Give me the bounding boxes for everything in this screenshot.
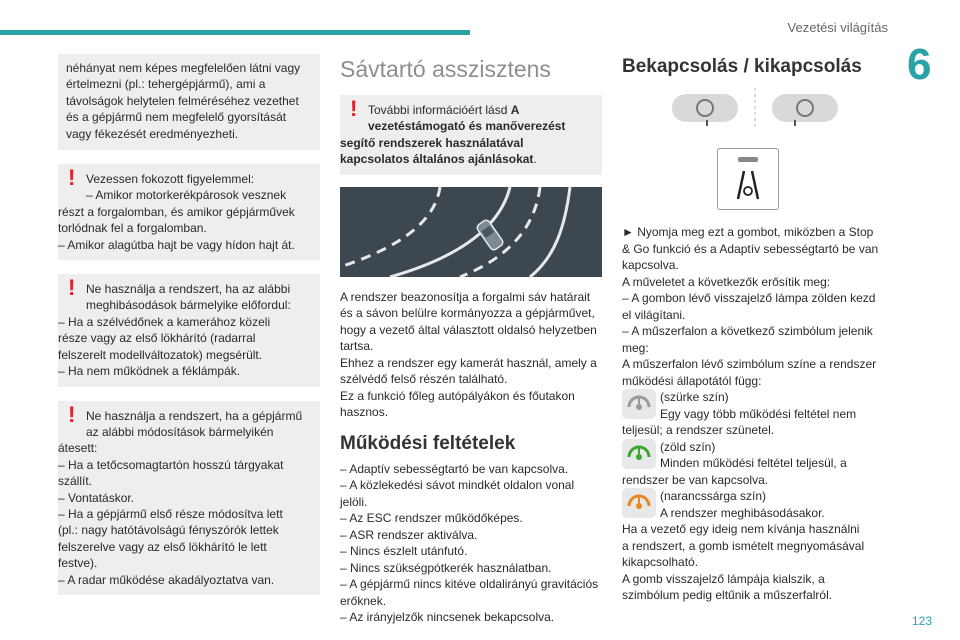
text-line: A rendszer beazonosítja a forgalmi sáv határait [340,289,591,304]
list-item: jelöli. [340,494,368,509]
text-line: Ha a vezető egy ideig nem kívánja használni [622,522,860,536]
text-line: (pl.: nagy hatótávolságú fényszórók lettek [58,523,279,538]
text-line: működési állapotától függ: [622,373,762,388]
text-line: vagy fékezését eredményezheti. [66,126,239,141]
text-line: & Go funkció és a Adaptív sebességtartó be van [622,241,879,256]
warning-icon: ! [68,165,76,191]
list-item: – Az irányjelzők nincsenek bekapcsolva. [340,610,555,625]
text-line: – Ha a szélvédőnek a kamerához közeli [58,314,271,329]
text-line: el világítani. [622,307,686,322]
warning-box [58,274,320,386]
list-item: – A gépjármű nincs kitéve oldalirányú gravitációs [340,577,599,592]
text-line: – A műszerfalon a következő szimbólum jelenik [622,324,873,338]
conditions-list [340,461,602,626]
status-color-name: (zöld szín) [660,439,716,454]
warning-icon: ! [350,96,358,121]
text-line: – Ha a gépjármű első része módosítva lett [58,506,283,521]
text-line: A gomb visszajelző lámpája kialszik, a [622,571,825,586]
text-line: részt a forgalomban, és amikor gépjárművek [58,204,295,219]
info-bold: segítő rendszerek használatával [340,135,524,150]
info-bold: A [510,103,520,117]
text-line: Ez a funkció főleg autópályákon és főutakon [340,388,575,403]
text-line: tartsa. [340,339,374,354]
column-middle [340,56,602,626]
info-end: . [533,152,537,167]
text-line: néhányat nem képes megfelelően látni vagy [66,61,301,75]
page-number: 123 [911,614,932,628]
info-bold: kapcsolatos általános ajánlásokat [340,152,534,167]
lane-symbol-green-icon [622,439,656,469]
text-line: A műveletet a következők erősítik meg: [622,274,831,289]
text-line: távolságok helytelen felméréséhez vezethet [66,93,299,108]
text-line: – Amikor motorkerékpárosok vesznek [86,188,287,203]
description [340,289,602,421]
text-line: ► Nyomja meg ezt a gombot, miközben a Stop [622,225,874,239]
text-line: és a sávon belülre kormányozza a gépjárművet, [340,306,595,321]
list-item: – Adaptív sebességtartó be van kapcsolva. [340,461,569,476]
text-line: és a gépjármű nem megfelelő gyorsítását [66,110,287,125]
column-right [622,56,884,604]
text-line: – Ha a tetőcsomagtartón hosszú tárgyakat [58,457,284,472]
info-box [340,95,602,175]
intro-box [58,54,320,150]
text-line: – Vontatáskor. [58,490,135,505]
status-text: A rendszer meghibásodásakor. [660,505,825,520]
warning-lead: Ne használja a rendszert, ha a gépjármű [86,408,303,423]
text-line: Ehhez a rendszer egy kamerát használ, amely a [340,355,597,370]
text-line: torlódnak fel a forgalomban. [58,221,207,236]
warning-lead: Vezessen fokozott figyelemmel: [86,172,255,187]
lane-keep-button-icon [717,148,779,210]
instructions [622,224,884,604]
text-line: hogy a vezető által választott oldalsó helyzetben [340,322,597,337]
text-line: értelmezni (pl.: tehergépjármű), ami a [66,77,266,92]
text-line: – Amikor alagútba hajt be vagy hídon hajt át. [58,237,295,252]
text-line: szállít. [58,474,93,489]
status-orange [622,488,884,521]
text-line: a rendszert, a gomb ismételt megnyomásával [622,538,865,553]
lane-illustration [340,187,602,277]
chapter-number: 6 [907,40,932,89]
lane-symbol-grey-icon [622,389,656,419]
warning-icon: ! [68,275,76,301]
list-item: – Nincs észlelt utánfutó. [340,544,468,559]
warning-icon: ! [68,401,76,427]
list-item: – ASR rendszer aktiválva. [340,527,478,542]
text-line: – A gombon lévő visszajelző lámpa zölden kezd [622,291,876,305]
text-line: kikapcsolható. [622,555,699,569]
text-line: A műszerfalon lévő szimbólum színe a rendszer [622,357,877,371]
text-line: meg: [622,340,649,355]
text-line: szimbólum pedig eltűnik a műszerfalról. [622,588,833,602]
info-lead: További információért lásd [368,103,508,117]
text-line: szélvédő felső részén található. [340,372,508,387]
warning-lead: az alábbi módosítások bármelyikén [86,424,274,439]
status-color-name: (narancssárga szín) [660,489,767,503]
text-line: átesett: [58,441,98,456]
warning-box [58,164,320,260]
text-line: része vagy az első lökhárító (radarral [58,331,256,346]
list-item: – A közlekedési sávot mindkét oldalon vonal [340,478,575,493]
warning-box [58,401,320,595]
warning-lead: meghibásodások bármelyike előfordul: [86,298,291,313]
text-line: festve). [58,556,98,571]
text-line: kapcsolva. [622,258,679,272]
status-text: Egy vagy több működési feltétel nem [660,406,857,421]
status-green [622,439,884,489]
section-heading: Sávtartó asszisztens [340,56,551,82]
list-item: erőknek. [340,593,387,608]
info-text [340,96,594,121]
column-left [58,54,320,609]
warning-lead: Ne használja a rendszert, ha az alábbi [86,282,291,297]
section-heading: Bekapcsolás / kikapcsolás [622,56,862,77]
status-text: rendszer be van kapcsolva. [622,472,769,487]
header-accent-bar [0,30,470,35]
list-item: – Az ESC rendszer működőképes. [340,511,523,526]
text-line: – A radar működése akadályoztatva van. [58,572,275,587]
status-text: teljesül; a rendszer szünetel. [622,423,775,437]
status-text: Minden működési feltétel teljesül, a [660,456,847,470]
section-title: Vezetési világítás [787,20,888,35]
lane-symbol-orange-icon [622,488,656,518]
list-item: – Nincs szükségpótkerék használatban. [340,560,552,575]
info-text [340,151,594,167]
status-color-name: (szürke szín) [660,390,729,404]
conditions-heading: Működési feltételek [340,432,516,454]
text-line: felszerelve vagy az első lökhárító le lett [58,539,267,554]
text-line: felszerelt modellváltozatok) megsérült. [58,347,263,362]
text-line: – Ha nem működnek a féklámpák. [58,364,241,379]
steering-buttons-illustration [622,88,884,128]
info-bold: vezetéstámogató és manőverezést [368,119,566,134]
text-line: hasznos. [340,405,389,420]
status-grey [622,389,884,439]
